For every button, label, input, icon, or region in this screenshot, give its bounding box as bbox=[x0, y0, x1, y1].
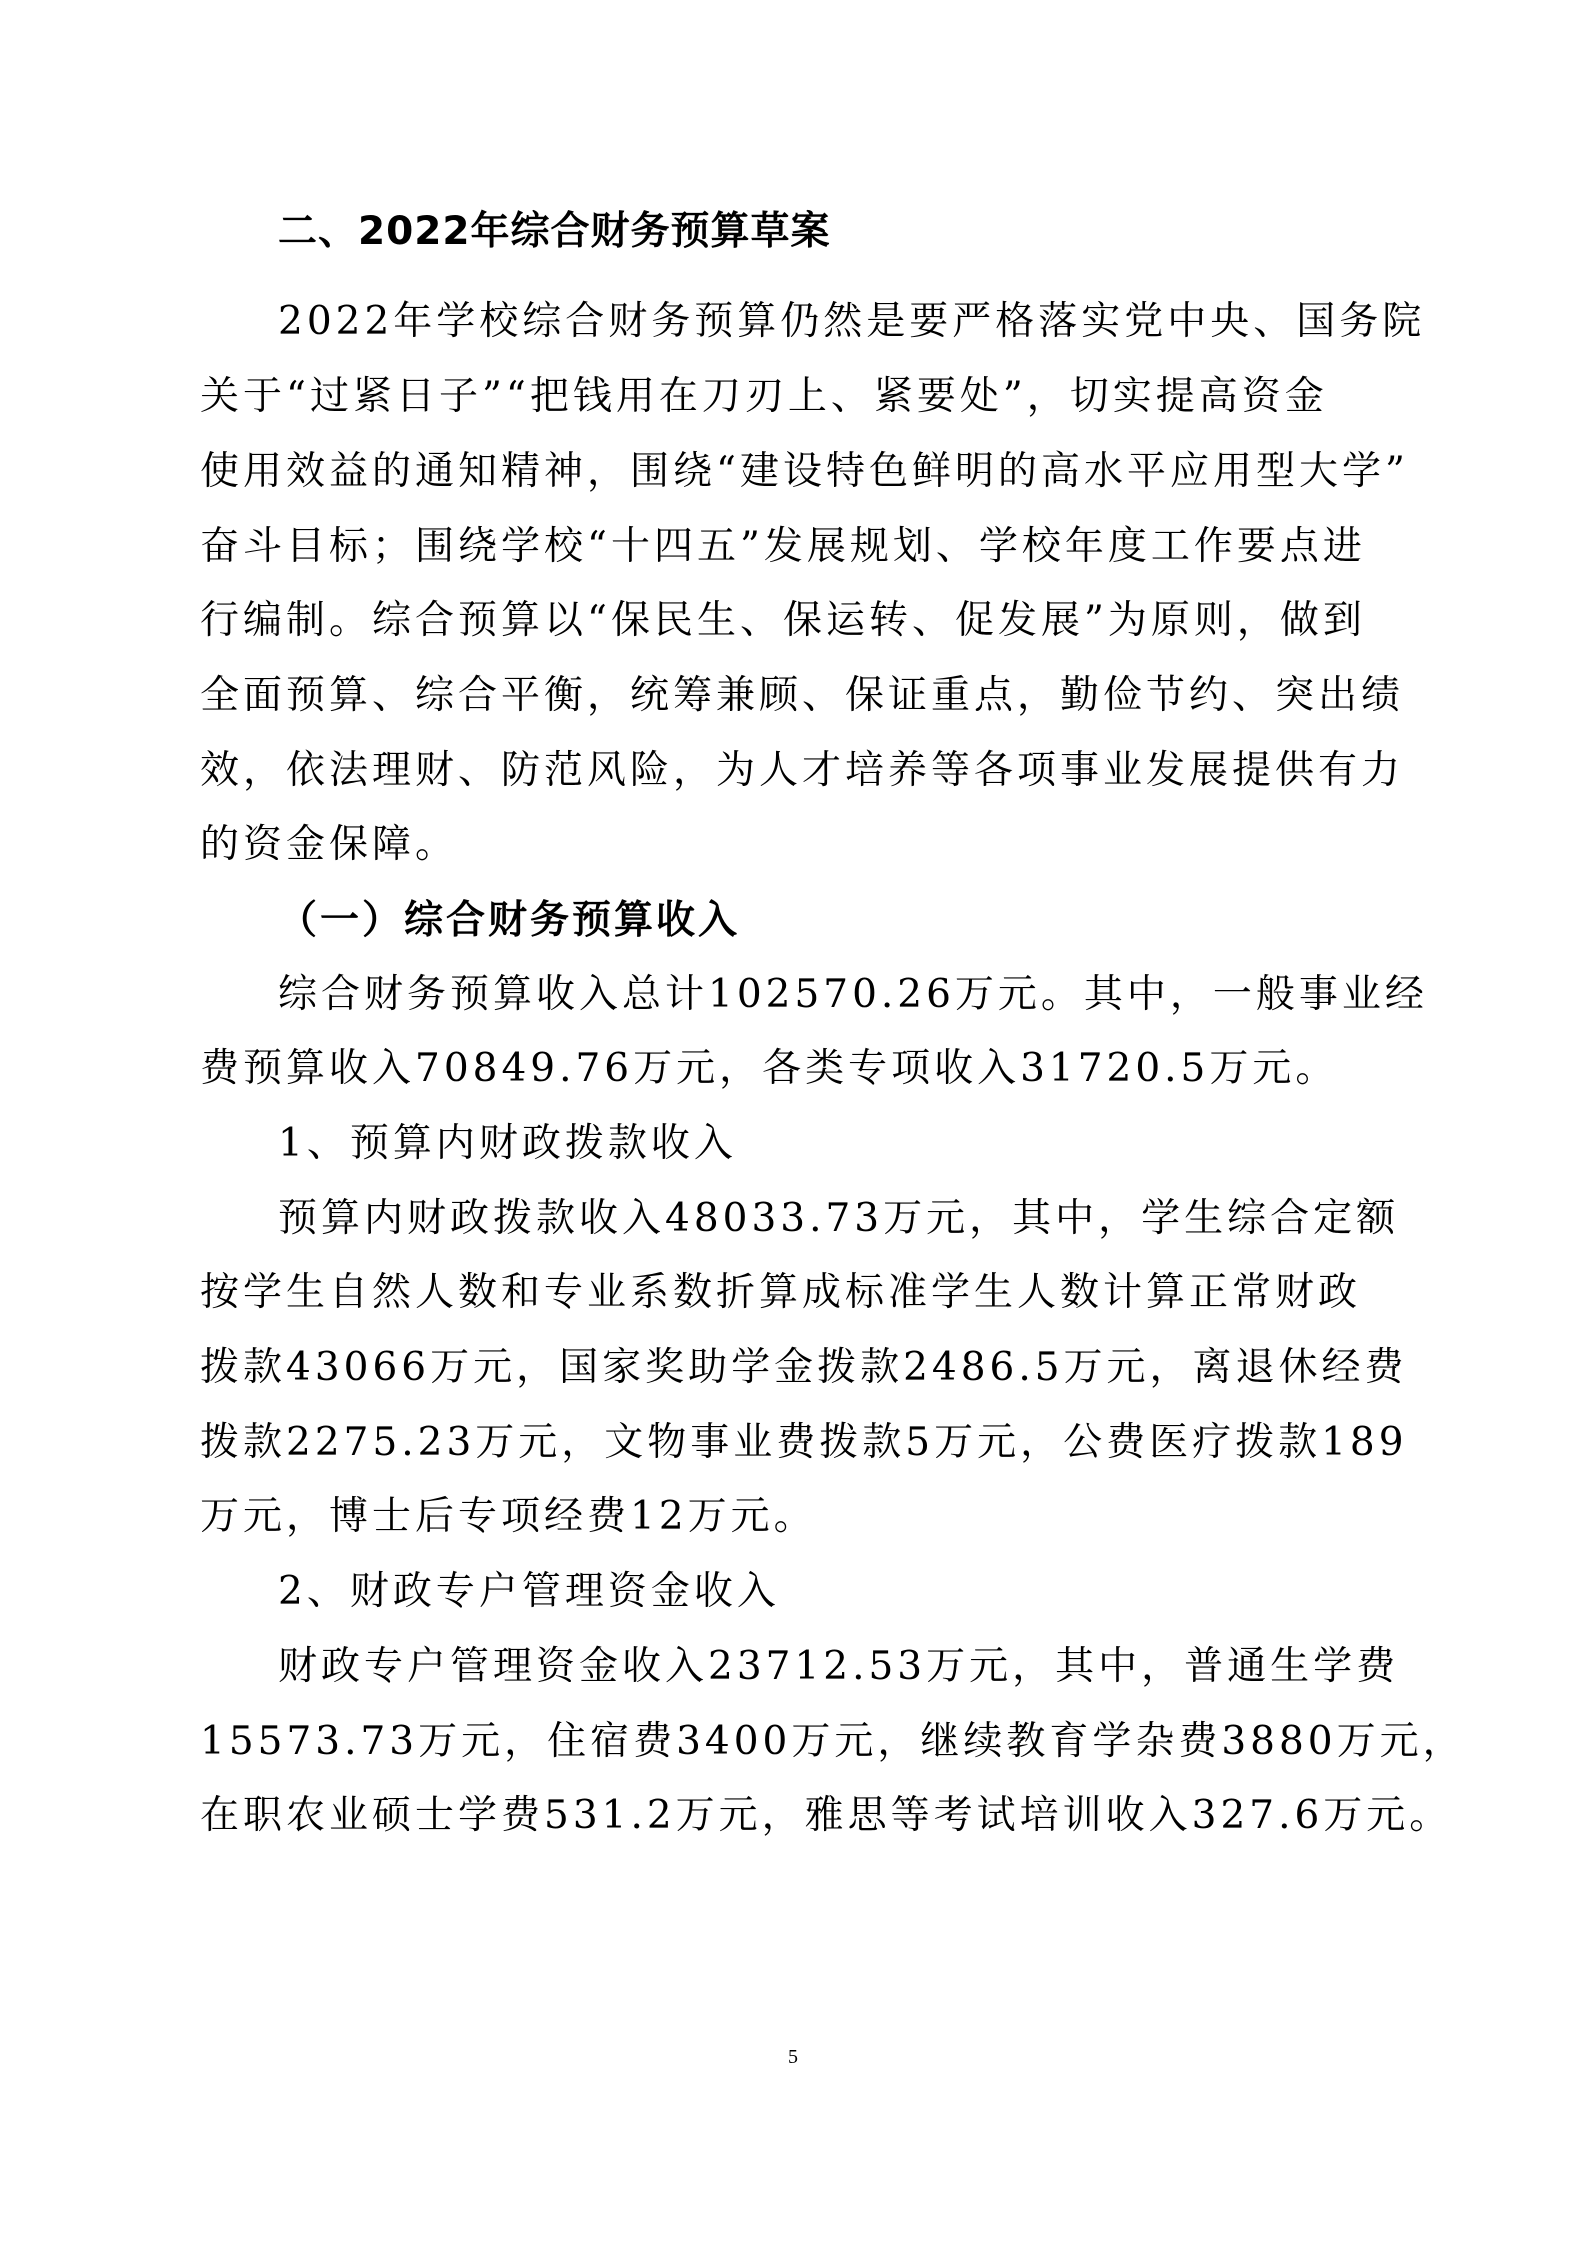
section-title: 二、2022年综合财务预算草案 bbox=[278, 209, 831, 254]
paragraph-line: 15573.73万元，住宿费3400万元，继续教育学杂费3880万元， bbox=[200, 1719, 1466, 1764]
subsection-title: （一）综合财务预算收入 bbox=[278, 897, 741, 943]
paragraph-line: 2022年学校综合财务预算仍然是要严格落实党中央、国务院 bbox=[278, 299, 1426, 344]
paragraph-line: 奋斗目标；围绕学校“十四五”发展规划、学校年度工作要点进 bbox=[200, 524, 1366, 569]
paragraph-line: 费预算收入70849.76万元，各类专项收入31720.5万元。 bbox=[200, 1046, 1339, 1091]
paragraph-line: 的资金保障。 bbox=[200, 822, 459, 867]
paragraph-line: 全面预算、综合平衡，统筹兼顾、保证重点，勤俭节约、突出绩 bbox=[200, 673, 1405, 718]
paragraph-line: 万元，博士后专项经费12万元。 bbox=[200, 1494, 817, 1539]
paragraph-line: 预算内财政拨款收入48033.73万元，其中，学生综合定额 bbox=[278, 1196, 1400, 1241]
paragraph-line: 拨款2275.23万元，文物事业费拨款5万元，公费医疗拨款189 bbox=[200, 1420, 1408, 1465]
paragraph-line: 综合财务预算收入总计102570.26万元。其中，一般事业经 bbox=[278, 972, 1428, 1017]
paragraph-line: 财政专户管理资金收入23712.53万元，其中，普通生学费 bbox=[278, 1644, 1400, 1689]
item-title: 1、预算内财政拨款收入 bbox=[278, 1121, 737, 1166]
item-title: 2、财政专户管理资金收入 bbox=[278, 1569, 780, 1614]
paragraph-line: 拨款43066万元，国家奖助学金拨款2486.5万元，离退休经费 bbox=[200, 1345, 1408, 1390]
paragraph-line: 按学生自然人数和专业系数折算成标准学生人数计算正常财政 bbox=[200, 1270, 1362, 1315]
paragraph-line: 关于“过紧日子”“把钱用在刀刃上、紧要处”，切实提高资金 bbox=[200, 374, 1328, 419]
paragraph-line: 行编制。综合预算以“保民生、保运转、促发展”为原则，做到 bbox=[200, 598, 1366, 643]
paragraph-line: 在职农业硕士学费531.2万元，雅思等考试培训收入327.6万元。 bbox=[200, 1793, 1453, 1838]
page-number: 5 bbox=[788, 2046, 798, 2068]
paragraph-line: 使用效益的通知精神，围绕“建设特色鲜明的高水平应用型大学” bbox=[200, 449, 1409, 494]
paragraph-line: 效，依法理财、防范风险，为人才培养等各项事业发展提供有力 bbox=[200, 748, 1405, 793]
